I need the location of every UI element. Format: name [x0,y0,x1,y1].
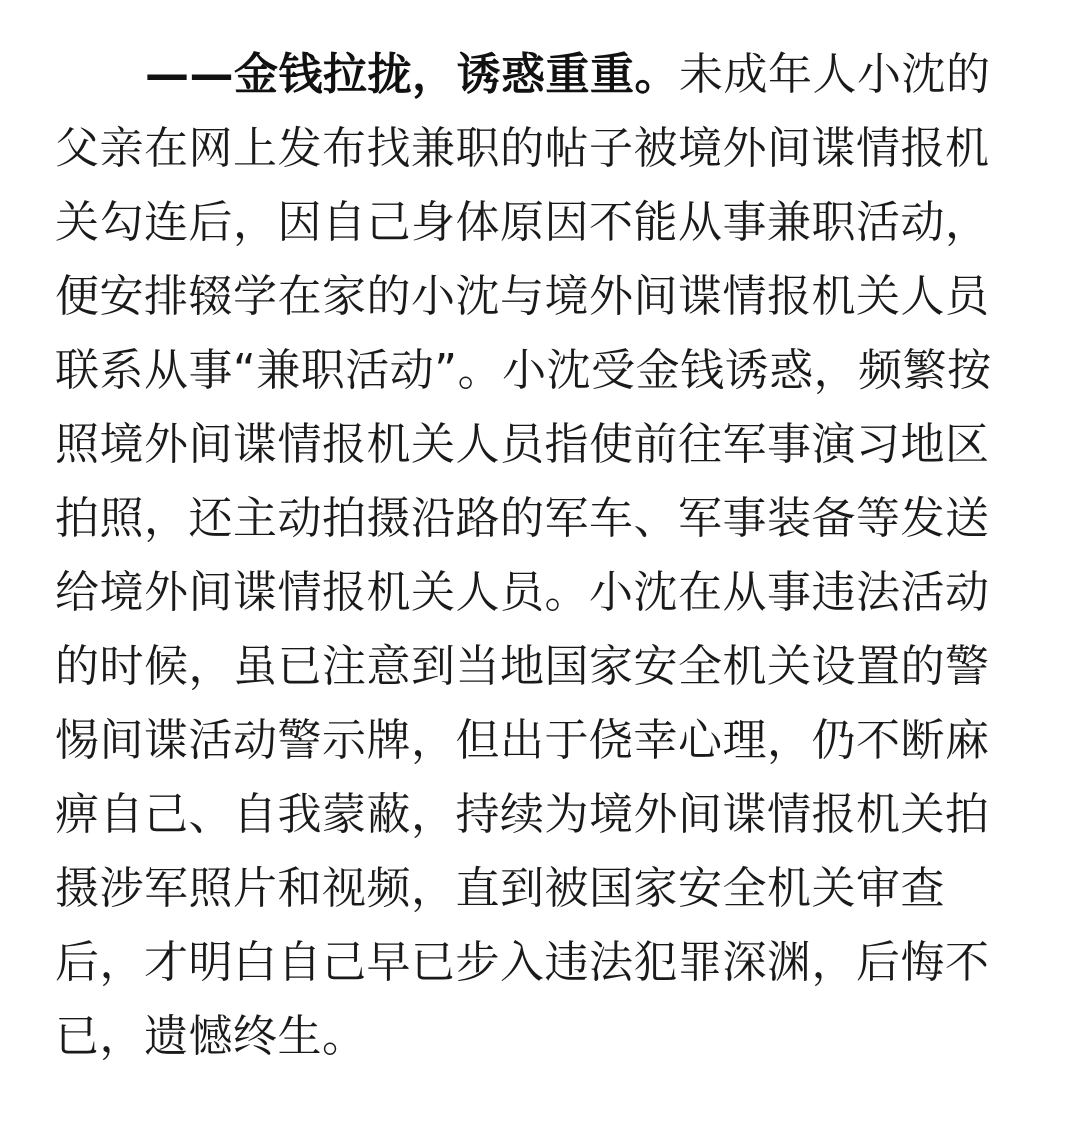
text-line-13: 后，才明白自己早已步入违法犯罪深渊，后悔不 [55,937,990,988]
text-line-5: 联系从事“兼职活动”。小沈受金钱诱惑，频繁按 [55,345,992,396]
text-line-1-rest: 未成年人小沈的 [679,49,991,100]
text-line-14: 已，遗憾终生。 [55,1011,367,1062]
text-line-12: 摄涉军照片和视频，直到被国家安全机关审查 [55,863,945,914]
lead-heading: ——金钱拉拢，诱惑重重。 [145,49,679,100]
article-body [55,38,1045,1074]
text-line-3: 关勾连后，因自己身体原因不能从事兼职活动， [55,197,990,248]
text-line-6: 照境外间谍情报机关人员指使前往军事演习地区 [55,419,990,470]
text-line-8: 给境外间谍情报机关人员。小沈在从事违法活动 [55,567,990,618]
text-line-9: 的时候，虽已注意到当地国家安全机关设置的警 [55,641,990,692]
article-paragraph [55,38,1045,1074]
text-line-11: 痹自己、自我蒙蔽，持续为境外间谍情报机关拍 [55,789,990,840]
text-line-2: 父亲在网上发布找兼职的帖子被境外间谍情报机 [55,123,990,174]
text-line-4: 便安排辍学在家的小沈与境外间谍情报机关人员 [55,271,990,322]
text-line-10: 惕间谍活动警示牌，但出于侥幸心理，仍不断麻 [55,715,990,766]
text-line-1 [55,38,1045,112]
text-line-7: 拍照，还主动拍摄沿路的军车、军事装备等发送 [55,493,990,544]
